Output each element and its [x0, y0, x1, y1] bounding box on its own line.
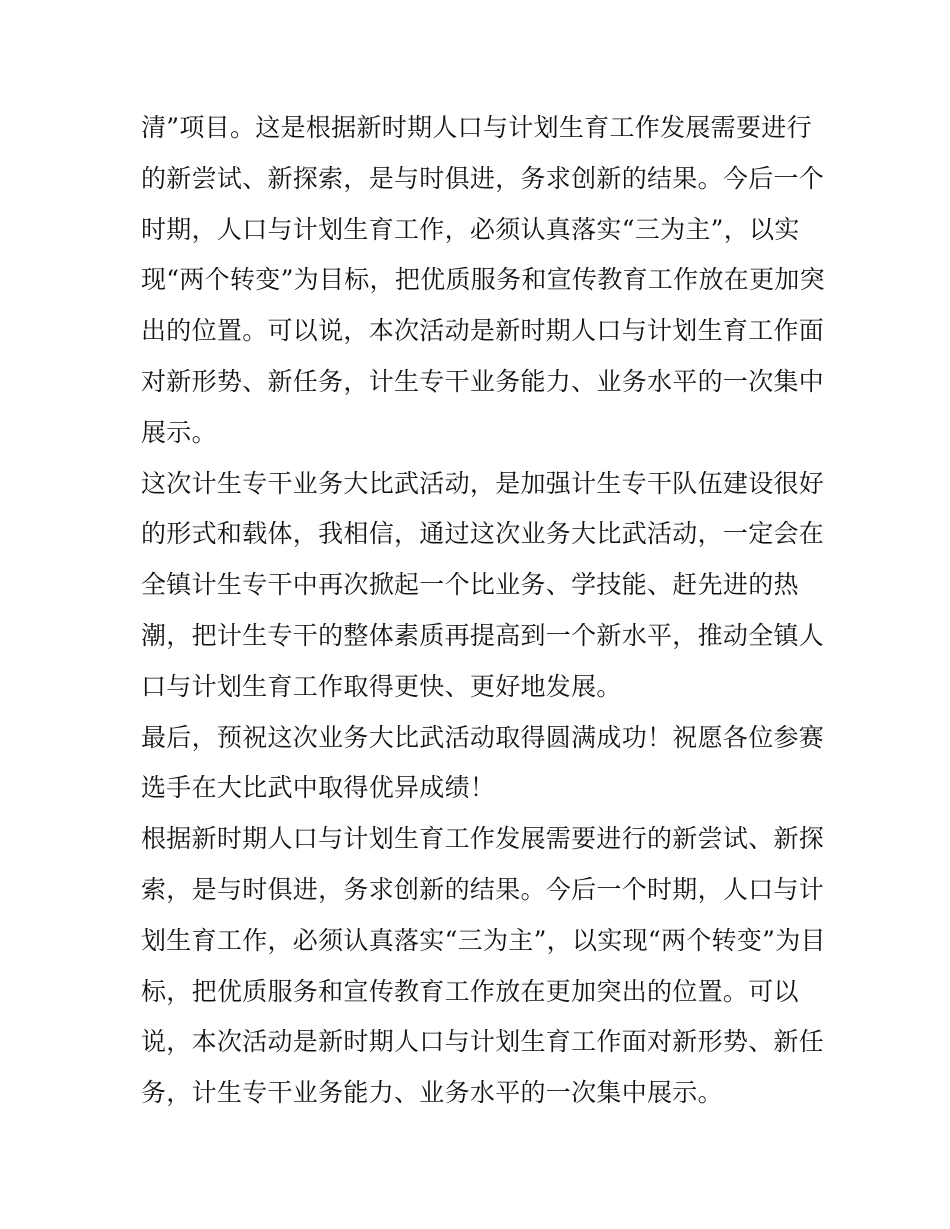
paragraph-1 — [141, 103, 825, 459]
paragraph-line: 标，把优质服务和宣传教育工作放在更加突出的位置。可以 — [141, 976, 799, 1006]
paragraph-line: 最后，预祝这次业务大比武活动取得圆满成功！祝愿各位参赛 — [141, 722, 825, 752]
paragraph-line: 的新尝试、新探索，是与时俱进，务求创新的结果。今后一个 — [141, 163, 825, 193]
paragraph-line: 说，本次活动是新时期人口与计划生育工作面对新形势、新任 — [141, 1027, 825, 1057]
paragraph-line: 时期，人口与计划生育工作，必须认真落实“三为主”，以实 — [141, 214, 800, 244]
paragraph-3 — [141, 713, 825, 815]
paragraph-line: 划生育工作，必须认真落实“三为主”，以实现“两个转变”为目 — [141, 925, 826, 955]
paragraph-4 — [141, 814, 826, 1119]
document-body — [141, 103, 826, 1119]
paragraph-line: 选手在大比武中取得优异成绩！ — [141, 773, 496, 803]
paragraph-line: 出的位置。可以说，本次活动是新时期人口与计划生育工作面 — [141, 316, 825, 346]
paragraph-line: 根据新时期人口与计划生育工作发展需要进行的新尝试、新探 — [141, 824, 825, 854]
paragraph-line: 务，计生专干业务能力、业务水平的一次集中展示。 — [141, 1078, 723, 1108]
paragraph-line: 全镇计生专干中再次掀起一个比业务、学技能、赶先进的热 — [141, 570, 799, 600]
paragraph-line: 索，是与时俱进，务求创新的结果。今后一个时期，人口与计 — [141, 874, 825, 904]
paragraph-line: 潮，把计生专干的整体素质再提高到一个新水平，推动全镇人 — [141, 620, 825, 650]
paragraph-line: 对新形势、新任务，计生专干业务能力、业务水平的一次集中 — [141, 366, 825, 396]
paragraph-line: 清”项目。这是根据新时期人口与计划生育工作发展需要进行 — [141, 113, 812, 142]
paragraph-line: 现“两个转变”为目标，把优质服务和宣传教育工作放在更加突 — [141, 265, 825, 295]
paragraph-line: 展示。 — [141, 417, 217, 447]
paragraph-line: 口与计划生育工作取得更快、更好地发展。 — [141, 671, 622, 701]
paragraph-line: 这次计生专干业务大比武活动，是加强计生专干队伍建设很好 — [141, 468, 825, 498]
paragraph-line: 的形式和载体，我相信，通过这次业务大比武活动，一定会在 — [141, 519, 825, 549]
paragraph-2 — [141, 459, 825, 713]
